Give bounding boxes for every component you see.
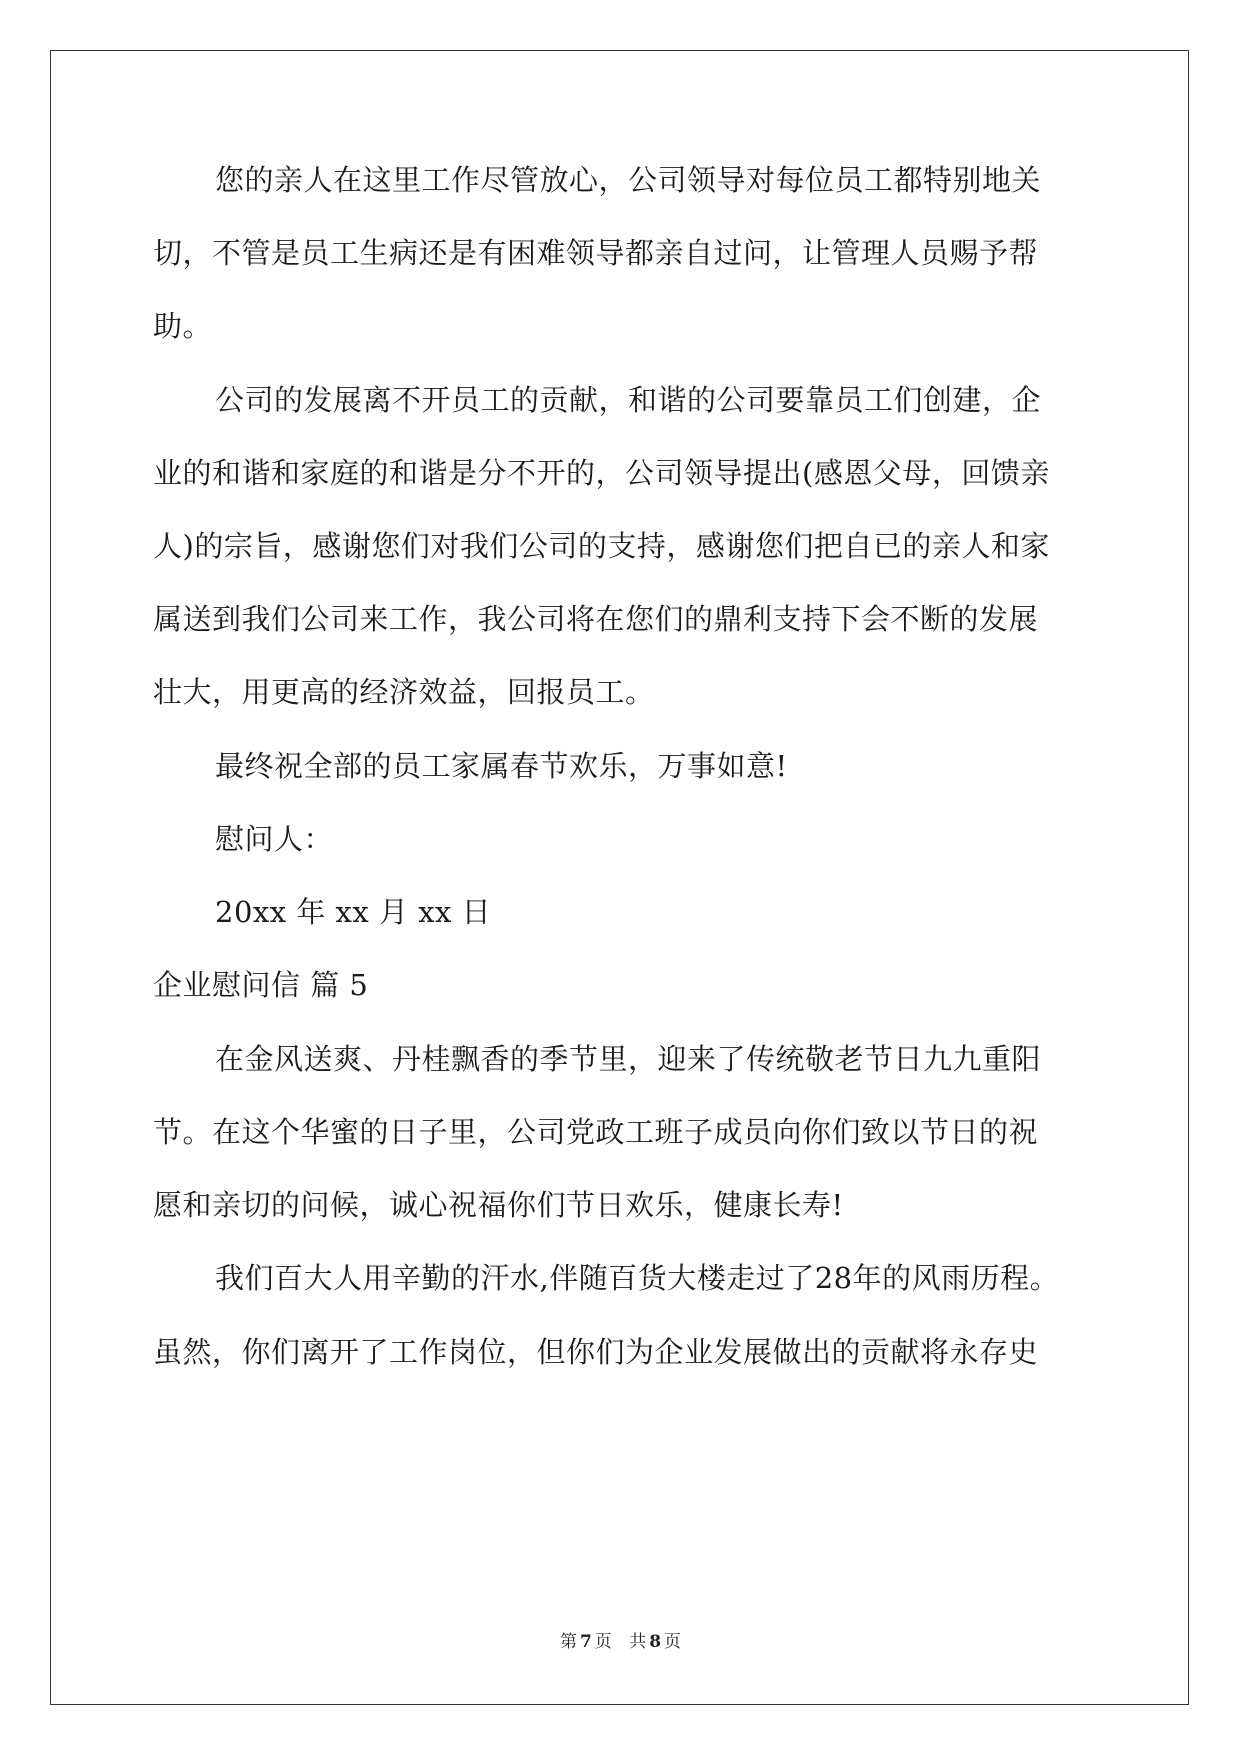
paragraph-2-line-3: 人)的宗旨，感谢您们对我们公司的支持，感谢您们把自已的亲人和家 bbox=[153, 529, 1050, 563]
current-page: 7 bbox=[579, 1632, 592, 1652]
date-line: 20xx 年 xx 月 xx 日 bbox=[215, 895, 492, 929]
total-pages: 8 bbox=[649, 1632, 662, 1652]
closing-wish: 最终祝全部的员工家属春节欢乐，万事如意! bbox=[215, 749, 788, 783]
page-number bbox=[557, 1632, 615, 1652]
paragraph-2-line-2: 业的和谐和家庭的和谐是分不开的，公司领导提出(感恩父母，回馈亲 bbox=[153, 456, 1050, 490]
section-heading: 企业慰问信 篇 5 bbox=[153, 968, 369, 1002]
signatory-label: 慰问人： bbox=[215, 822, 334, 856]
page-total bbox=[626, 1632, 684, 1652]
paragraph-1-line-2: 切，不管是员工生病还是有困难领导都亲自过问，让管理人员赐予帮 bbox=[153, 236, 1039, 270]
page-footer bbox=[0, 1630, 1241, 1654]
paragraph-5-line-1: 在金风送爽、丹桂飘香的季节里，迎来了传统敬老节日九九重阳 bbox=[215, 1042, 1042, 1076]
paragraph-2-line-5: 壮大，用更高的经济效益，回报员工。 bbox=[153, 675, 655, 709]
total-prefix: 共 bbox=[629, 1632, 647, 1652]
page-suffix: 页 bbox=[594, 1632, 612, 1652]
paragraph-1-line-3: 助。 bbox=[153, 309, 213, 343]
paragraph-6-line-1: 我们百大人用辛勤的汗水,伴随百货大楼走过了28年的风雨历程。 bbox=[215, 1261, 1060, 1295]
paragraph-5-line-3: 愿和亲切的问候，诚心祝福你们节日欢乐，健康长寿! bbox=[153, 1188, 844, 1222]
paragraph-2-line-1: 公司的发展离不开员工的贡献，和谐的公司要靠员工们创建，企 bbox=[215, 383, 1042, 417]
total-suffix: 页 bbox=[664, 1632, 682, 1652]
paragraph-1-line-1: 您的亲人在这里工作尽管放心，公司领导对每位员工都特别地关 bbox=[215, 163, 1042, 197]
paragraph-2-line-4: 属送到我们公司来工作，我公司将在您们的鼎利支持下会不断的发展 bbox=[153, 602, 1039, 636]
page-prefix: 第 bbox=[559, 1632, 577, 1652]
paragraph-5-line-2: 节。在这个华蜜的日子里，公司党政工班子成员向你们致以节日的祝 bbox=[153, 1115, 1039, 1149]
page-border bbox=[50, 50, 1189, 1705]
paragraph-6-line-2: 虽然，你们离开了工作岗位，但你们为企业发展做出的贡献将永存史 bbox=[153, 1335, 1039, 1369]
